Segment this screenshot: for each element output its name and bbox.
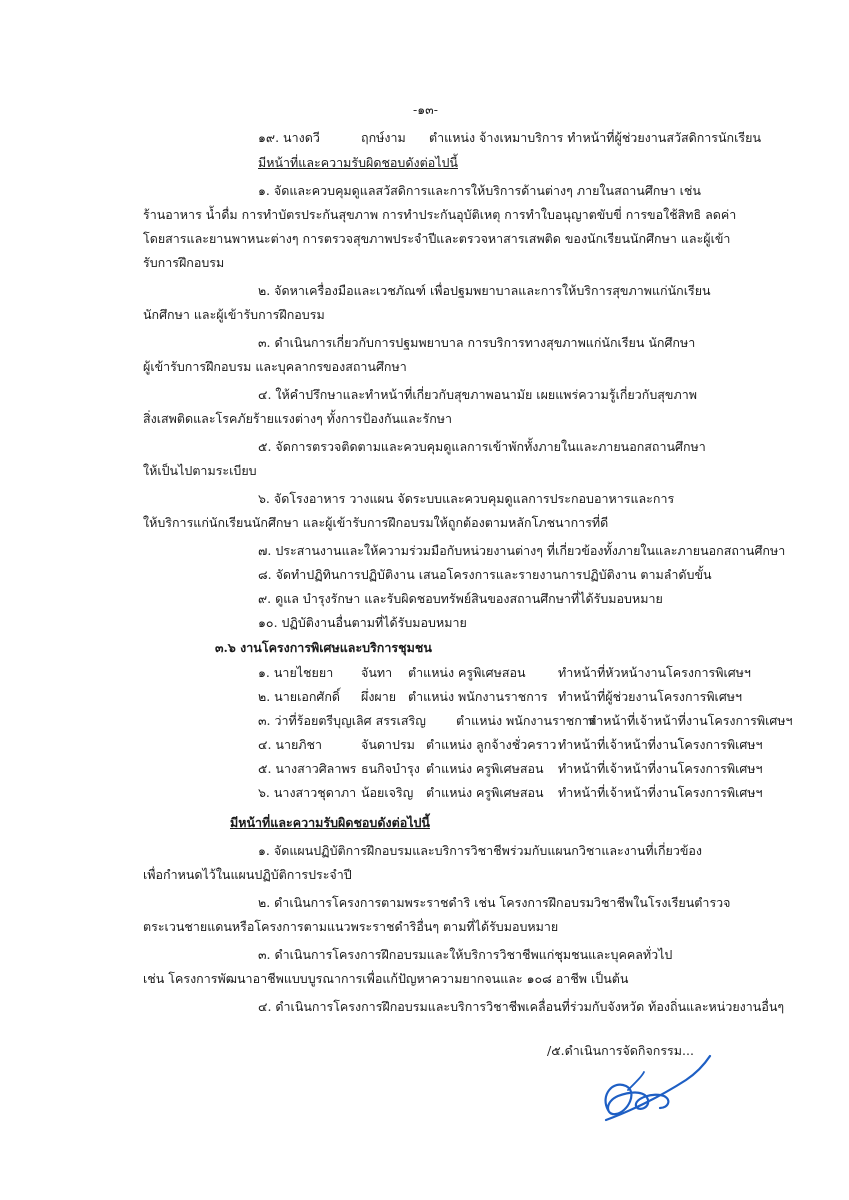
duties-heading: มีหน้าที่และความรับผิดชอบดังต่อไปนี้ [230, 815, 430, 830]
staff-surname: ธนกิจบำรุง [361, 761, 420, 776]
staff-entry-19 [258, 130, 761, 146]
duty-item-continued: นักศึกษา และผู้เข้ารับการฝึกอบรม [143, 307, 325, 322]
staff-role: ทำหน้าที่ผู้ช่วยงานโครงการพิเศษฯ [558, 689, 743, 704]
staff-role: ทำหน้าที่เจ้าหน้าที่งานโครงการพิเศษฯ [588, 713, 793, 728]
duty-item: ๑. จัดและควบคุมดูแลสวัสดิการและการให้บริการด้านต่างๆ ภายในสถานศึกษา เช่น [258, 183, 701, 198]
duty-item: ๔. ให้คำปรึกษาและทำหน้าที่เกี่ยวกับสุขภาพอนามัย เผยแพร่ความรู้เกี่ยวกับสุขภาพ [258, 387, 697, 402]
staff-name: ๒. นายเอกศักดิ์ [258, 689, 341, 704]
duty-item: ๙. ดูแล บำรุงรักษา และรับผิดชอบทรัพย์สินของสถานศึกษาที่ได้รับมอบหมาย [258, 591, 663, 606]
staff-role: ทำหน้าที่เจ้าหน้าที่งานโครงการพิเศษฯ [558, 737, 763, 752]
staff-name: ๖. นางสาวชุดาภา [258, 785, 357, 800]
staff-position: ตำแหน่ง ลูกจ้างชั่วคราว [426, 737, 557, 752]
duty-item: ๖. จัดโรงอาหาร วางแผน จัดระบบและควบคุมดูแลการประกอบอาหารและการ [258, 491, 675, 506]
staff-position: ตำแหน่ง พนักงานราชการ [408, 689, 548, 704]
duty-item-continued: สิ่งเสพติดและโรคภัยร้ายแรงต่างๆ ทั้งการป้องกันและรักษา [143, 411, 453, 426]
duty-item: ๑. จัดแผนปฏิบัติการฝึกอบรมและบริการวิชาชีพร่วมกับแผนกวิชาและงานที่เกี่ยวข้อง [258, 843, 703, 858]
staff-name: ๓. ว่าที่ร้อยตรีบุญเลิศ สรรเสริญ [258, 713, 426, 728]
staff-surname: ผึ่งผาย [361, 689, 397, 704]
duty-item: ๓. ดำเนินการโครงการฝึกอบรมและให้บริการวิชาชีพแก่ชุมชนและบุคคลทั่วไป [258, 947, 673, 962]
duty-item-continued: ให้เป็นไปตามระเบียบ [143, 463, 257, 478]
duty-item: ๗. ประสานงานและให้ความร่วมมือกับหน่วยงานต่างๆ ที่เกี่ยวข้องทั้งภายในและภายนอกสถานศึกษา [258, 543, 786, 558]
section-heading: ๓.๖ งานโครงการพิเศษและบริการชุมชน [215, 640, 432, 655]
staff-name: ๑. นายไชยยา [258, 665, 334, 680]
duty-item: ๑๐. ปฏิบัติงานอื่นตามที่ได้รับมอบหมาย [258, 615, 467, 630]
staff-role: ตำแหน่ง จ้างเหมาบริการ ทำหน้าที่ผู้ช่วยงานสวัสดิการนักเรียน [429, 130, 761, 145]
staff-surname: ฤกษ์งาม [361, 130, 406, 145]
staff-role: ทำหน้าที่เจ้าหน้าที่งานโครงการพิเศษฯ [558, 785, 763, 800]
duty-item: ๔. ดำเนินการโครงการฝึกอบรมและบริการวิชาชีพเคลื่อนที่ร่วมกับจังหวัด ท้องถิ่นและหน่วยงานอื่นๆ [258, 999, 785, 1014]
staff-row [258, 761, 763, 777]
staff-row [258, 785, 763, 801]
staff-position: ตำแหน่ง ครูพิเศษสอน [426, 785, 544, 800]
continuation-note: /๕.ดำเนินการจัดกิจกรรม... [547, 1043, 694, 1058]
duty-item: ๘. จัดทำปฏิทินการปฏิบัติงาน เสนอโครงการและรายงานการปฏิบัติงาน ตามลำดับขั้น [258, 567, 712, 582]
staff-surname: จันทา [361, 665, 393, 680]
duty-item-continued: เพื่อกำหนดไว้ในแผนปฏิบัติการประจำปี [143, 867, 352, 882]
staff-role: ทำหน้าที่หัวหน้างานโครงการพิเศษฯ [558, 665, 751, 680]
handwritten-signature [598, 1050, 714, 1130]
staff-row [258, 689, 758, 705]
staff-name: ๑๙. นางดวี [258, 130, 320, 145]
duty-item-continued: ร้านอาหาร น้ำดื่ม การทำบัตรประกันสุขภาพ การทำประกันอุบัติเหตุ การทำใบอนุญาตขับขี่ การขอใช้สิทธิ ลดค่า [143, 207, 737, 222]
duty-item: ๓. ดำเนินการเกี่ยวกับการปฐมพยาบาล การบริการทางสุขภาพแก่นักเรียน นักศึกษา [258, 335, 696, 350]
staff-position: ตำแหน่ง ครูพิเศษสอน [408, 665, 526, 680]
staff-role: ทำหน้าที่เจ้าหน้าที่งานโครงการพิเศษฯ [558, 761, 763, 776]
duty-item-continued: ให้บริการแก่นักเรียนนักศึกษา และผู้เข้ารับการฝึกอบรมให้ถูกต้องตามหลักโภชนาการที่ดี [143, 515, 609, 530]
duty-item: ๕. จัดการตรวจติดตามและควบคุมดูแลการเข้าพักทั้งภายในและภายนอกสถานศึกษา [258, 439, 706, 454]
staff-name: ๕. นางสาวศิลาพร [258, 761, 357, 776]
staff-name: ๔. นายภิชา [258, 737, 323, 752]
staff-position: ตำแหน่ง ครูพิเศษสอน [426, 761, 544, 776]
duty-item-continued: รับการฝึกอบรม [143, 255, 225, 270]
staff-position: ตำแหน่ง พนักงานราชการ [456, 713, 596, 728]
duty-item-continued: เช่น โครงการพัฒนาอาชีพแบบบูรณาการเพื่อแก้ปัญหาความยากจนและ ๑๐๘ อาชีพ เป็นต้น [143, 971, 629, 986]
staff-row [258, 737, 763, 753]
page-number: -๑๓- [413, 102, 438, 117]
duty-item: ๒. จัดหาเครื่องมือและเวชภัณฑ์ เพื่อปฐมพยาบาลและการให้บริการสุขภาพแก่นักเรียน [258, 283, 711, 298]
duties-heading: มีหน้าที่และความรับผิดชอบดังต่อไปนี้ [258, 155, 458, 170]
staff-surname: น้อยเจริญ [361, 785, 414, 800]
staff-row [258, 713, 793, 729]
staff-surname: จันดาปรม [361, 737, 415, 752]
duty-item-continued: โดยสารและยานพาหนะต่างๆ การตรวจสุขภาพประจำปีและตรวจหาสารเสพติด ของนักเรียนนักศึกษา และผู้เข้า [143, 231, 731, 246]
duty-item-continued: ตระเวนชายแดนหรือโครงการตามแนวพระราชดำริอื่นๆ ตามที่ได้รับมอบหมาย [143, 919, 559, 934]
duty-item: ๒. ดำเนินการโครงการตามพระราชดำริ เช่น โครงการฝึกอบรมวิชาชีพในโรงเรียนตำรวจ [258, 895, 731, 910]
duty-item-continued: ผู้เข้ารับการฝึกอบรม และบุคลากรของสถานศึกษา [143, 359, 407, 374]
staff-row [258, 665, 758, 681]
